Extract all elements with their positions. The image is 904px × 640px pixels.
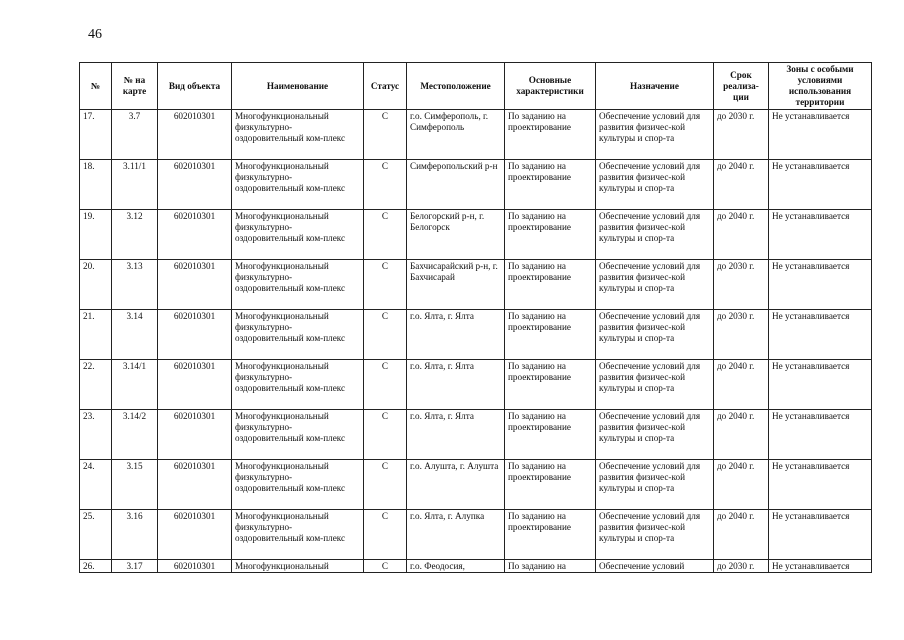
- cell-col-deadline: до 2040 г.: [714, 360, 769, 410]
- cell-col-characteristics: По заданию на проектирование: [505, 460, 596, 510]
- cell-col-special-zones: Не устанавливается: [769, 410, 872, 460]
- cell-col-object-type: 602010301: [158, 260, 232, 310]
- cell-col-name: Многофункциональный физкультурно-оздоровительный ком-плекс: [232, 460, 364, 510]
- cell-col-object-type: 602010301: [158, 560, 232, 573]
- objects-table: [79, 62, 872, 573]
- cell-col-location: г.о. Ялта, г. Ялта: [407, 360, 505, 410]
- cell-col-purpose: Обеспечение условий для развития физичес-кой культуры и спор-та: [596, 210, 714, 260]
- cell-col-deadline: до 2030 г.: [714, 110, 769, 160]
- cell-col-deadline: до 2040 г.: [714, 510, 769, 560]
- cell-col-map-number: 3.14/2: [112, 410, 158, 460]
- header-row: [80, 63, 872, 110]
- header-col-location: Местоположение: [407, 63, 505, 110]
- cell-col-characteristics: По заданию на проектирование: [505, 310, 596, 360]
- table-body: [80, 110, 872, 573]
- cell-col-special-zones: Не устанавливается: [769, 510, 872, 560]
- cell-col-purpose: Обеспечение условий для развития физичес-кой культуры и спор-та: [596, 160, 714, 210]
- cell-col-special-zones: Не устанавливается: [769, 210, 872, 260]
- header-col-purpose: Назначение: [596, 63, 714, 110]
- cell-col-deadline: до 2040 г.: [714, 410, 769, 460]
- table-row: [80, 560, 872, 573]
- cell-col-status: С: [364, 460, 407, 510]
- cell-col-object-type: 602010301: [158, 310, 232, 360]
- cell-col-purpose: Обеспечение условий для развития физичес-кой культуры и спор-та: [596, 410, 714, 460]
- header-col-special-zones: Зоны с особыми условиями использования территории: [769, 63, 872, 110]
- table-header: [80, 63, 872, 110]
- cell-col-location: г.о. Ялта, г. Ялта: [407, 410, 505, 460]
- cell-col-deadline: до 2030 г.: [714, 310, 769, 360]
- cell-col-object-type: 602010301: [158, 510, 232, 560]
- cell-col-object-type: 602010301: [158, 210, 232, 260]
- cell-col-number: 22.: [80, 360, 112, 410]
- cell-col-location: г.о. Симферополь, г. Симферополь: [407, 110, 505, 160]
- cell-col-status: С: [364, 260, 407, 310]
- cell-col-map-number: 3.14: [112, 310, 158, 360]
- cell-col-deadline: до 2040 г.: [714, 210, 769, 260]
- cell-col-characteristics: По заданию на проектирование: [505, 110, 596, 160]
- cell-col-characteristics: По заданию на: [505, 560, 596, 573]
- cell-col-special-zones: Не устанавливается: [769, 560, 872, 573]
- header-col-deadline: Срок реализа-ции: [714, 63, 769, 110]
- cell-col-number: 21.: [80, 310, 112, 360]
- header-col-characteristics: Основные характеристики: [505, 63, 596, 110]
- table-row: [80, 310, 872, 360]
- cell-col-purpose: Обеспечение условий для развития физичес-кой культуры и спор-та: [596, 110, 714, 160]
- cell-col-map-number: 3.14/1: [112, 360, 158, 410]
- cell-col-status: С: [364, 310, 407, 360]
- cell-col-characteristics: По заданию на проектирование: [505, 510, 596, 560]
- cell-col-name: Многофункциональный физкультурно-оздоровительный ком-плекс: [232, 360, 364, 410]
- cell-col-location: г.о. Ялта, г. Алупка: [407, 510, 505, 560]
- header-col-name: Наименование: [232, 63, 364, 110]
- cell-col-name: Многофункциональный физкультурно-оздоровительный ком-плекс: [232, 410, 364, 460]
- cell-col-location: г.о. Алушта, г. Алушта: [407, 460, 505, 510]
- cell-col-name: Многофункциональный физкультурно-оздоровительный ком-плекс: [232, 260, 364, 310]
- cell-col-map-number: 3.16: [112, 510, 158, 560]
- cell-col-number: 19.: [80, 210, 112, 260]
- cell-col-location: Симферопольский р-н: [407, 160, 505, 210]
- table-row: [80, 210, 872, 260]
- cell-col-status: С: [364, 110, 407, 160]
- cell-col-object-type: 602010301: [158, 410, 232, 460]
- cell-col-object-type: 602010301: [158, 460, 232, 510]
- cell-col-special-zones: Не устанавливается: [769, 110, 872, 160]
- cell-col-status: С: [364, 510, 407, 560]
- table-row: [80, 160, 872, 210]
- cell-col-status: С: [364, 560, 407, 573]
- cell-col-map-number: 3.17: [112, 560, 158, 573]
- table-row: [80, 110, 872, 160]
- cell-col-special-zones: Не устанавливается: [769, 460, 872, 510]
- table-row: [80, 510, 872, 560]
- cell-col-characteristics: По заданию на проектирование: [505, 260, 596, 310]
- cell-col-location: г.о. Феодосия,: [407, 560, 505, 573]
- table-row: [80, 360, 872, 410]
- cell-col-name: Многофункциональный физкультурно-оздоровительный ком-плекс: [232, 210, 364, 260]
- cell-col-location: г.о. Ялта, г. Ялта: [407, 310, 505, 360]
- cell-col-name: Многофункциональный физкультурно-оздоровительный ком-плекс: [232, 160, 364, 210]
- cell-col-number: 26.: [80, 560, 112, 573]
- cell-col-purpose: Обеспечение условий для развития физичес-кой культуры и спор-та: [596, 360, 714, 410]
- cell-col-number: 18.: [80, 160, 112, 210]
- cell-col-number: 23.: [80, 410, 112, 460]
- cell-col-deadline: до 2040 г.: [714, 460, 769, 510]
- cell-col-map-number: 3.15: [112, 460, 158, 510]
- cell-col-object-type: 602010301: [158, 360, 232, 410]
- table-row: [80, 410, 872, 460]
- cell-col-special-zones: Не устанавливается: [769, 260, 872, 310]
- cell-col-number: 25.: [80, 510, 112, 560]
- cell-col-status: С: [364, 210, 407, 260]
- cell-col-number: 17.: [80, 110, 112, 160]
- page-number: 46: [88, 27, 102, 42]
- cell-col-map-number: 3.12: [112, 210, 158, 260]
- table-row: [80, 460, 872, 510]
- header-col-map-number: № на карте: [112, 63, 158, 110]
- cell-col-characteristics: По заданию на проектирование: [505, 160, 596, 210]
- cell-col-name: Многофункциональный физкультурно-оздоровительный ком-плекс: [232, 110, 364, 160]
- cell-col-status: С: [364, 160, 407, 210]
- cell-col-status: С: [364, 360, 407, 410]
- cell-col-characteristics: По заданию на проектирование: [505, 360, 596, 410]
- cell-col-name: Многофункциональный: [232, 560, 364, 573]
- header-col-number: №: [80, 63, 112, 110]
- cell-col-location: Белогорский р-н, г. Белогорск: [407, 210, 505, 260]
- cell-col-purpose: Обеспечение условий для развития физичес-кой культуры и спор-та: [596, 510, 714, 560]
- cell-col-purpose: Обеспечение условий для развития физичес-кой культуры и спор-та: [596, 460, 714, 510]
- cell-col-characteristics: По заданию на проектирование: [505, 210, 596, 260]
- cell-col-number: 24.: [80, 460, 112, 510]
- cell-col-deadline: до 2030 г.: [714, 560, 769, 573]
- header-col-status: Статус: [364, 63, 407, 110]
- cell-col-special-zones: Не устанавливается: [769, 160, 872, 210]
- cell-col-number: 20.: [80, 260, 112, 310]
- cell-col-special-zones: Не устанавливается: [769, 310, 872, 360]
- cell-col-deadline: до 2040 г.: [714, 160, 769, 210]
- table-row: [80, 260, 872, 310]
- cell-col-status: С: [364, 410, 407, 460]
- cell-col-name: Многофункциональный физкультурно-оздоровительный ком-плекс: [232, 510, 364, 560]
- cell-col-location: Бахчисарайский р-н, г. Бахчисарай: [407, 260, 505, 310]
- cell-col-map-number: 3.11/1: [112, 160, 158, 210]
- cell-col-purpose: Обеспечение условий: [596, 560, 714, 573]
- cell-col-characteristics: По заданию на проектирование: [505, 410, 596, 460]
- cell-col-object-type: 602010301: [158, 110, 232, 160]
- cell-col-name: Многофункциональный физкультурно-оздоровительный ком-плекс: [232, 310, 364, 360]
- cell-col-deadline: до 2030 г.: [714, 260, 769, 310]
- cell-col-purpose: Обеспечение условий для развития физичес-кой культуры и спор-та: [596, 260, 714, 310]
- header-col-object-type: Вид объекта: [158, 63, 232, 110]
- cell-col-special-zones: Не устанавливается: [769, 360, 872, 410]
- cell-col-purpose: Обеспечение условий для развития физичес-кой культуры и спор-та: [596, 310, 714, 360]
- cell-col-object-type: 602010301: [158, 160, 232, 210]
- cell-col-map-number: 3.13: [112, 260, 158, 310]
- cell-col-map-number: 3.7: [112, 110, 158, 160]
